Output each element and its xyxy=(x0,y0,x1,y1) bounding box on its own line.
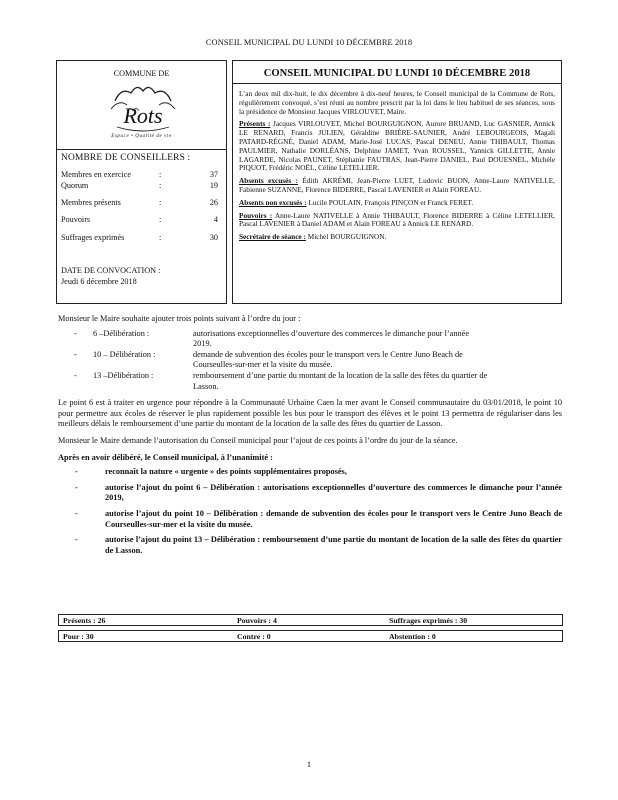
delib-item-10: - 10 – Délibération : demande de subvention des écoles pour le transport vers le Centre Juno Beach de Courseulles-sur-mer et la visite du musée. xyxy=(74,349,463,370)
vote-pour: Pour : 30 xyxy=(63,632,94,641)
vote-table-presence xyxy=(58,614,563,626)
deliberation-heading: Après en avoir délibéré, le Conseil municipal, à l’unanimité : xyxy=(58,452,273,462)
delib-item-13: - 13 –Délibération : remboursement d’une partie du montant de la location de la salle des fêtes du quartier de Lasson. xyxy=(74,370,488,391)
page-header: CONSEIL MUNICIPAL DU LUNDI 10 DÉCEMBRE 2018 xyxy=(205,38,413,47)
conseillers-heading: NOMBRE DE CONSEILLERS : xyxy=(61,153,191,163)
vote-contre: Contre : 0 xyxy=(237,632,271,641)
logo-wordmark: Rots xyxy=(123,103,163,128)
ajout-intro: Monsieur le Maire souhaite ajouter trois points suivant à l’ordre du jour : xyxy=(58,314,301,323)
seance-box xyxy=(232,60,562,304)
convocation-date: Jeudi 6 décembre 2018 xyxy=(61,277,137,286)
vote-pouvoirs: Pouvoirs : 4 xyxy=(237,616,277,625)
demande-paragraph: Monsieur le Maire demande l’autorisation du Conseil municipal pour l’ajout de ces points à l’ordre du jour de la séance. xyxy=(58,435,458,445)
rots-logo xyxy=(107,81,179,139)
seance-intro: L’an deux mil dix-huit, le dix décembre à dix-neuf heures, le Conseil municipal de la Commune de Rots, régulièrement convoqué, s’est réuni au nombre prescrit par la loi dans le lieu habituel de ses séances, sous la présidence de Monsieur Jacques VIRLOUVET, Maire. xyxy=(239,89,555,116)
logo-caption: Espace • Qualité de vie xyxy=(111,134,172,139)
delib-item-6: - 6 –Délibération : autorisations exceptionnelles d’ouverture des commerces le dimanche pour l’année 2019. xyxy=(74,328,469,349)
commune-info-box xyxy=(56,60,227,304)
seance-title: CONSEIL MUNICIPAL DU LUNDI 10 DÉCEMBRE 2018 xyxy=(233,68,561,84)
stat-pouvoirs: Pouvoirs : 4 xyxy=(61,215,218,224)
decision-item: - reconnaît la nature « urgente » des points supplémentaires proposés, xyxy=(75,467,347,477)
decision-item: - autorise l’ajout du point 6 – Délibération : autorisations exceptionnelles d’ouverture des commerces le dimanche pour l’année 2019, xyxy=(75,482,562,503)
pouvoirs-paragraph: Pouvoirs : Anne-Laure NATIVELLE à Annie THIBAULT, Florence BIDERRE à Céline LETELLIER, Pascal LAVENIER à Daniel ADAM et Alain FOREAU à Annick LE RENARD. xyxy=(239,210,556,229)
divider xyxy=(57,149,226,150)
stat-membres-presents: Membres présents : 26 xyxy=(61,198,218,207)
vote-presents: Présents : 26 xyxy=(63,616,106,625)
convocation-heading: DATE DE CONVOCATION : xyxy=(61,266,161,275)
vote-suffrages: Suffrages exprimés : 30 xyxy=(389,616,468,625)
stat-suffrages: Suffrages exprimés : 30 xyxy=(61,233,218,242)
decision-list xyxy=(58,467,562,556)
secretaire-paragraph: Secrétaire de séance : Michel BOURGUIGNON. xyxy=(239,232,387,242)
non-excuses-paragraph: Absents non excusés : Lucile POULAIN, François PINÇON et Franck FERET. xyxy=(239,197,474,207)
stat-quorum: Quorum : 19 xyxy=(61,181,218,190)
decision-item: - autorise l’ajout du point 10 – Délibération : demande de subvention des écoles pour le transport vers le Centre Juno Beach de Courseulles-sur-mer et la visite du musée. xyxy=(75,508,562,529)
vote-abstention: Abstention : 0 xyxy=(389,632,436,641)
presents-paragraph: Présents : Jacques VIRLOUVET, Michel BOURGUIGNON, Aurore BRUAND, Luc GASNIER, Annick LE RENARD, Francis JULIEN, Géraldine BRIÈRE-SAUNIER, André LEBOURGEOIS, Magali PATARD-RÉGNÉ, Daniel ADAM, Marie-José LUCAS, Pascal DENEU, Annie THIBAULT, Thomas PAULMIER, Nathalie DORLÉANS, Delphine JAMET, Yvan ROUSSEL, Yannick GILLETTE, Annie LAGARDE, Nicolas PAUNET, Stéphanie FAUTRAS, Jean-Pierre DANIEL, Paul DOUESNEL, Michèle PIQUOT, Frédéric NOËL, Céline LETELLIER. xyxy=(239,119,555,173)
excuses-paragraph: Absents excusés : Édith AKRÉMI, Jean-Pierre LUET, Ludovic BUON, Anne-Laure NATIVELLE, Fabienne SUZANNE, Florence BIDERRE, Pascal LAVENIER et Alain FOREAU. xyxy=(239,176,556,194)
stat-membres-exercice: Membres en exercice : 37 xyxy=(61,170,218,179)
page-number: 1 xyxy=(306,760,312,769)
commune-label: COMMUNE DE xyxy=(113,69,170,78)
urgence-paragraph: Le point 6 est à traiter en urgence pour répondre à la Communauté Urbaine Caen la mer avant le Conseil communautaire du 03/01/2018, le point 10 pour permettre aux écoles de réserver le plus rapidement possible les bus pour le transport des élèves et le point 13 permettra de régulariser dans les meilleurs délais le remboursement d’une partie du montant de la location de la salle des fêtes du quartier de Lasson. xyxy=(58,398,562,429)
vote-table-result xyxy=(58,630,563,642)
main-body xyxy=(58,314,562,561)
decision-item: - autorise l’ajout du point 13 – Délibération : remboursement d’une partie du montant de location de la salle des fêtes du quartier de Lasson. xyxy=(75,535,562,555)
